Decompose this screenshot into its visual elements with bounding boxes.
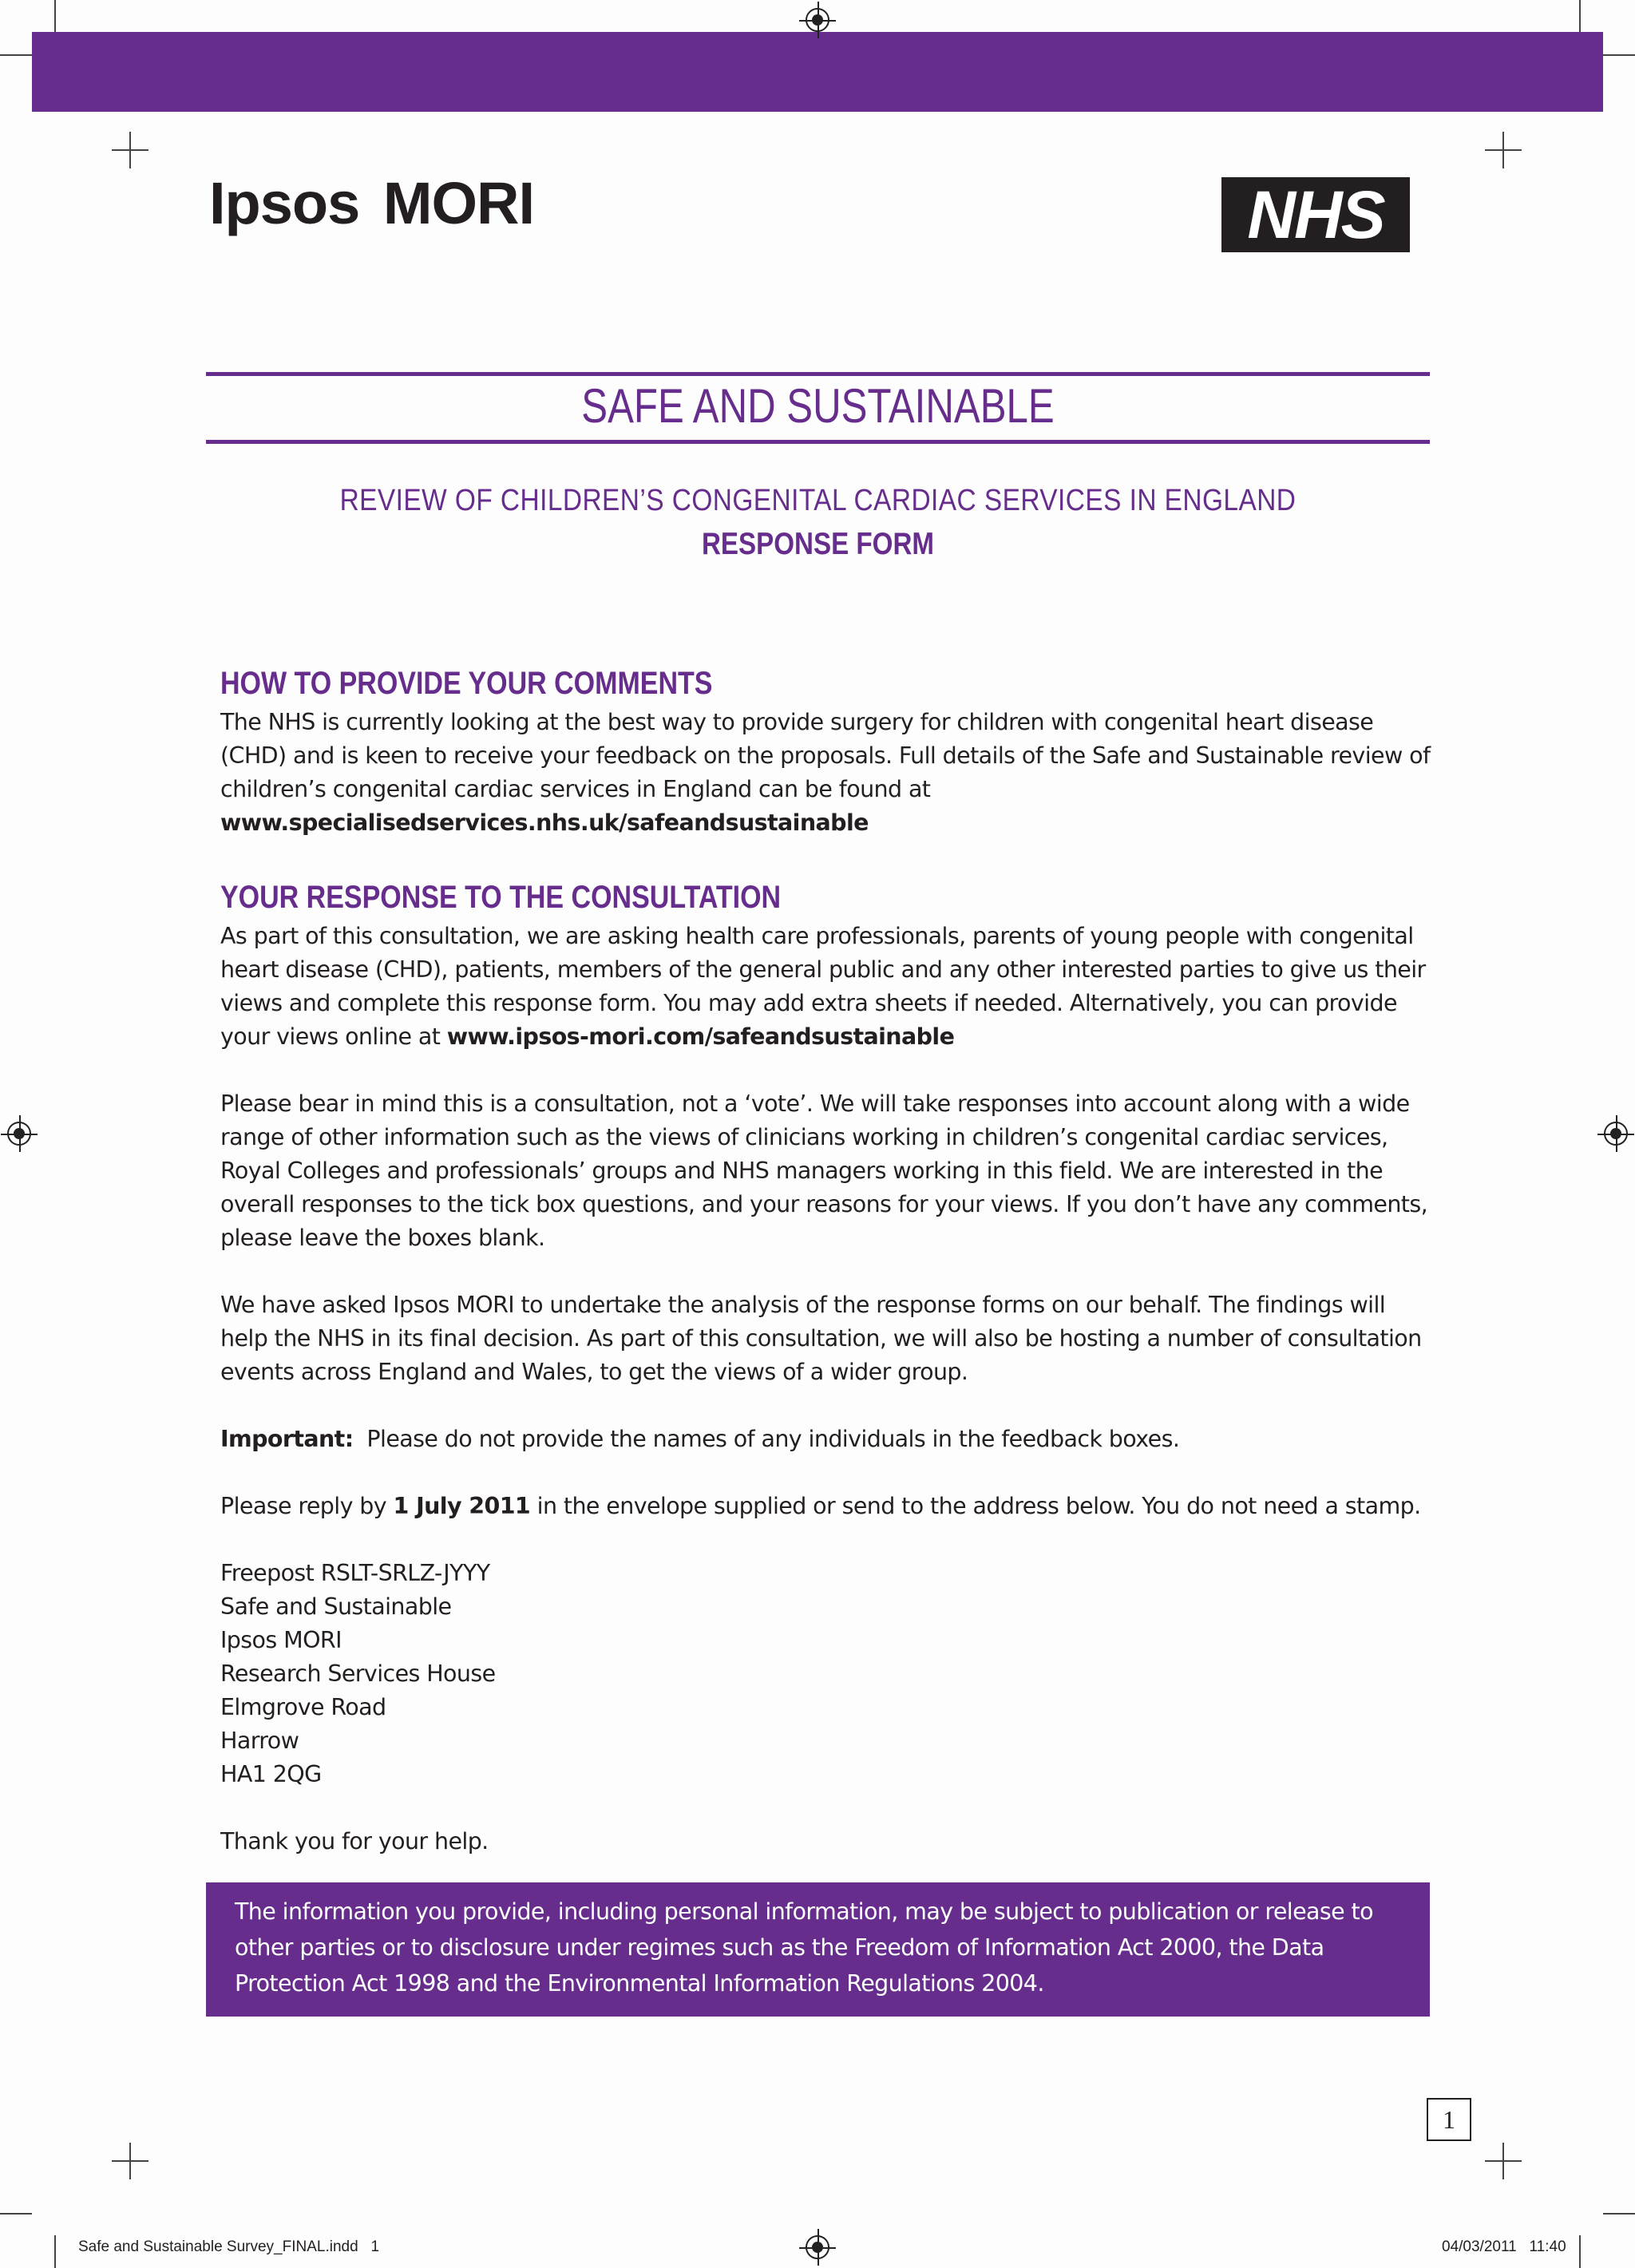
postal-address [220,1557,1434,1791]
reply-text-end: in the envelope supplied or send to the address below. You do not need a stamp. [530,1493,1421,1519]
trim-mark [129,2143,131,2179]
important-note [220,1423,1434,1456]
registration-target-icon [806,8,829,32]
review-link[interactable]: www.specialisedservices.nhs.uk/safeandsustainable [220,809,869,836]
print-slug-filename: Safe and Sustainable Survey_FINAL.indd 1 [78,2238,380,2255]
crop-mark [1579,2235,1581,2268]
registration-target-icon [7,1122,31,1146]
crop-mark [0,2213,32,2215]
page-title: SAFE AND SUSTAINABLE [581,379,1055,433]
address-line: Ipsos MORI [220,1627,342,1653]
crop-mark [1579,0,1581,32]
crop-mark [1603,2213,1635,2215]
form-name: RESPONSE FORM [701,527,935,561]
registration-target-icon [1604,1122,1628,1146]
crop-mark [54,2235,56,2268]
crop-mark [0,54,32,56]
important-label: Important: [220,1426,354,1452]
section-heading-how-to: HOW TO PROVIDE YOUR COMMENTS [220,666,713,701]
nhs-logo-text: NHS [1247,177,1384,252]
address-line: Freepost RSLT-SRLZ-JYYY [220,1560,490,1586]
consultation-paragraph [220,920,1434,1054]
analysis-paragraph: We have asked Ipsos MORI to undertake the analysis of the response forms on our behalf. The findings will help the NHS in its final decision. As part of this consultation, we will also be hosting a number of consultation events across England and Wales, to get the views of a wider group. [220,1292,1422,1385]
reply-instructions [220,1490,1434,1523]
intro-text: The NHS is currently looking at the best way to provide surgery for children with congenital heart disease (CHD) and is keen to receive your feedback on the proposals. Full details of the Safe and Sustainable review of children’s congenital cardiac services in England can be found at [220,709,1431,802]
crop-mark [1603,54,1635,56]
trim-mark [129,132,131,168]
reply-text-start: Please reply by [220,1493,394,1519]
privacy-notice-text: The information you provide, including personal information, may be subject to publication or release to other parties or to disclosure under regimes such as the Freedom of Information Act 2000, the Data Protection Act 1998 and the Environmental Information Regulations 2004. [235,1898,1373,1997]
thank-you-text: Thank you for your help. [220,1828,489,1854]
crop-mark [54,0,56,32]
title-top-rule [206,372,1430,376]
online-response-link[interactable]: www.ipsos-mori.com/safeandsustainable [446,1023,955,1050]
page-subtitle: REVIEW OF CHILDREN’S CONGENITAL CARDIAC SERVICES IN ENGLAND [339,484,1297,517]
consultation-text: As part of this consultation, we are asking health care professionals, parents of young people with congenital heart disease (CHD), patients, members of the general public and any other interested parties to give us their views and complete this response form. You may add extra sheets if needed. Alternatively, you can provide your views online at [220,923,1426,1050]
section-heading-response: YOUR RESPONSE TO THE CONSULTATION [220,880,782,915]
nhs-logo [1221,177,1410,252]
address-line: Safe and Sustainable [220,1593,452,1620]
intro-paragraph [220,706,1434,840]
trim-mark [1502,132,1504,168]
not-a-vote-paragraph: Please bear in mind this is a consultation, not a ‘vote’. We will take responses into account along with a wide range of other information such as the views of clinicians working in children’s congenital cardiac services, Royal Colleges and professionals’ groups and NHS managers working in this field. We are interested in the overall responses to the tick box questions, and your reasons for your views. If you don’t have any comments, please leave the boxes blank. [220,1090,1428,1251]
main-content [220,661,1434,1858]
top-color-band [32,32,1603,112]
reply-deadline: 1 July 2011 [393,1493,531,1519]
ipsos-mori-logo: Ipsos MORI [209,170,535,236]
address-line: Elmgrove Road [220,1694,386,1720]
important-text: Please do not provide the names of any individuals in the feedback boxes. [353,1426,1180,1452]
address-line: Research Services House [220,1660,496,1687]
privacy-notice-box [206,1882,1430,2017]
title-bottom-rule [206,440,1430,444]
registration-target-icon [806,2235,829,2259]
print-slug-timestamp: 04/03/2011 11:40 [1442,2238,1566,2255]
address-line: HA1 2QG [220,1761,322,1787]
page-number: 1 [1427,2098,1471,2141]
trim-mark [1502,2143,1504,2179]
address-line: Harrow [220,1728,299,1754]
